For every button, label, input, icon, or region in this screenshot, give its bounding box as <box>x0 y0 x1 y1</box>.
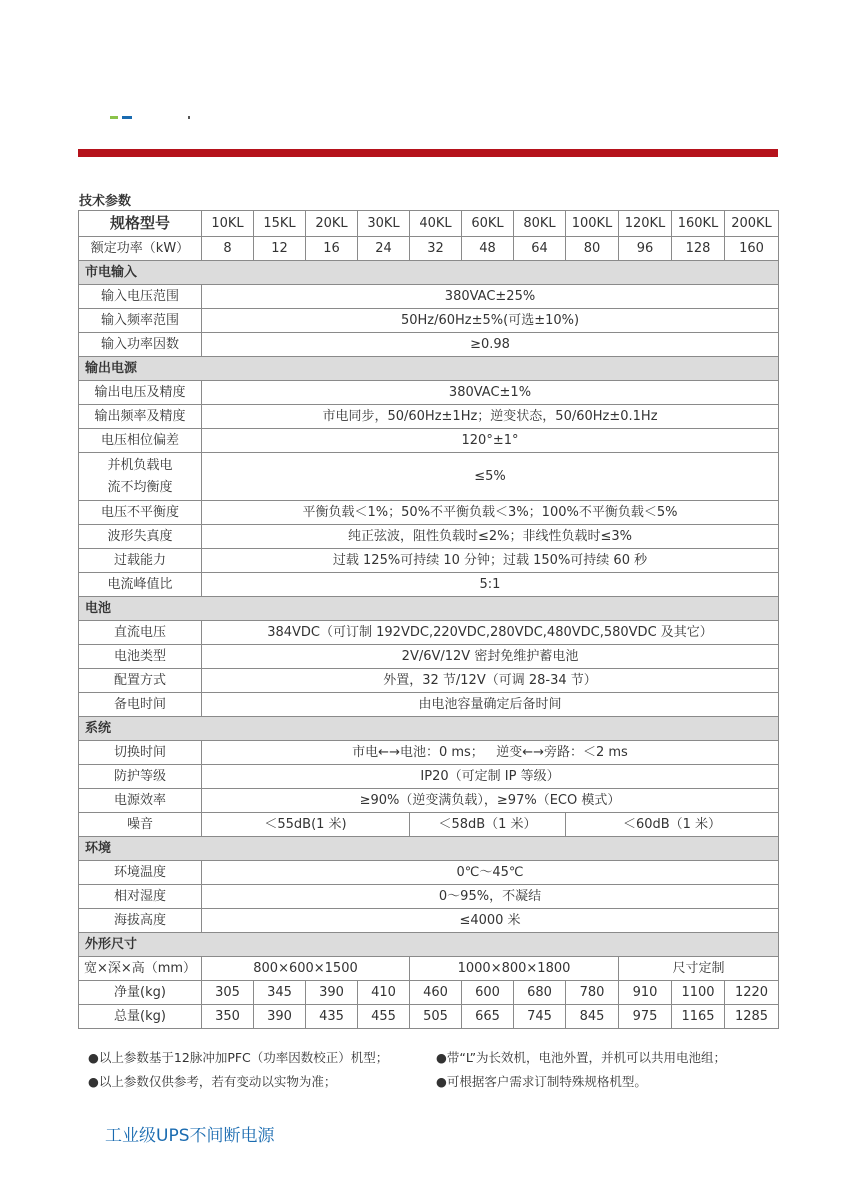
weight-cell: 1165 <box>672 1005 725 1029</box>
group-title: 市电输入 <box>79 261 779 285</box>
spec-value: 市电同步，50/60Hz±1Hz；逆变状态，50/60Hz±0.1Hz <box>202 405 779 429</box>
rated-power-label: 额定功率（kW） <box>79 237 202 261</box>
spec-value: 由电池容量确定后备时间 <box>202 693 779 717</box>
weight-cell: 745 <box>514 1005 566 1029</box>
noise-value: ＜58dB（1 米） <box>410 813 566 837</box>
spec-value: IP20（可定制 IP 等级） <box>202 765 779 789</box>
spec-value: 市电←→电池：0 ms； 逆变←→旁路：＜2 ms <box>202 741 779 765</box>
weight-cell: 390 <box>254 1005 306 1029</box>
spec-label: 输出频率及精度 <box>79 405 202 429</box>
noise-value: ＜55dB(1 米) <box>202 813 410 837</box>
spec-label: 海拔高度 <box>79 909 202 933</box>
power-cell: 24 <box>358 237 410 261</box>
weight-cell: 975 <box>619 1005 672 1029</box>
spec-label-two-line <box>79 453 202 501</box>
group-title: 电池 <box>79 597 779 621</box>
spec-label: 输出电压及精度 <box>79 381 202 405</box>
spec-value: ≤4000 米 <box>202 909 779 933</box>
model-cell: 20KL <box>306 211 358 237</box>
spec-value: 380VAC±1% <box>202 381 779 405</box>
spec-row <box>79 741 779 765</box>
group-title: 外形尺寸 <box>79 933 779 957</box>
spec-label: 直流电压 <box>79 621 202 645</box>
weight-cell: 505 <box>410 1005 462 1029</box>
spec-value: ≥90%（逆变满负载），≥97%（ECO 模式） <box>202 789 779 813</box>
noise-value: ＜60dB（1 米） <box>566 813 779 837</box>
weight-cell: 1220 <box>725 981 779 1005</box>
spec-label: 备电时间 <box>79 693 202 717</box>
spec-label-line: 并机负载电 <box>107 457 173 473</box>
spec-value: 过载 125%可持续 10 分钟；过载 150%可持续 60 秒 <box>202 549 779 573</box>
notes-row <box>88 1046 788 1070</box>
size-value: 尺寸定制 <box>619 957 779 981</box>
group-row-system <box>79 717 779 741</box>
spec-value: 384VDC（可订制 192VDC,220VDC,280VDC,480VDC,580VDC 及其它） <box>202 621 779 645</box>
spec-row <box>79 669 779 693</box>
power-cell: 80 <box>566 237 619 261</box>
weight-cell: 845 <box>566 1005 619 1029</box>
power-cell: 8 <box>202 237 254 261</box>
spec-label: 电池类型 <box>79 645 202 669</box>
model-cell: 60KL <box>462 211 514 237</box>
power-cell: 64 <box>514 237 566 261</box>
model-cell: 80KL <box>514 211 566 237</box>
noise-row <box>79 813 779 837</box>
model-cell: 100KL <box>566 211 619 237</box>
group-row-battery <box>79 597 779 621</box>
footer-title: 工业级UPS不间断电源 <box>105 1126 275 1146</box>
spec-label: 净量(kg) <box>79 981 202 1005</box>
group-row-dimensions <box>79 933 779 957</box>
model-cell: 30KL <box>358 211 410 237</box>
spec-label-line: 流不均衡度 <box>107 479 173 495</box>
spec-value: 平衡负载＜1%；50%不平衡负载＜3%；100%不平衡负载＜5% <box>202 501 779 525</box>
spec-row <box>79 285 779 309</box>
group-title: 输出电源 <box>79 357 779 381</box>
weight-cell: 350 <box>202 1005 254 1029</box>
weight-cell: 345 <box>254 981 306 1005</box>
power-cell: 16 <box>306 237 358 261</box>
weight-cell: 1100 <box>672 981 725 1005</box>
spec-row <box>79 405 779 429</box>
model-cell: 160KL <box>672 211 725 237</box>
weight-cell: 910 <box>619 981 672 1005</box>
spec-label: 输入功率因数 <box>79 333 202 357</box>
weight-cell: 665 <box>462 1005 514 1029</box>
spec-row <box>79 333 779 357</box>
power-cell: 12 <box>254 237 306 261</box>
spec-label: 电源效率 <box>79 789 202 813</box>
spec-row <box>79 381 779 405</box>
spec-label: 切换时间 <box>79 741 202 765</box>
spec-row <box>79 453 779 501</box>
spec-value: 120°±1° <box>202 429 779 453</box>
model-header-row <box>79 211 779 237</box>
spec-table <box>78 210 779 1029</box>
spec-row <box>79 309 779 333</box>
power-cell: 160 <box>725 237 779 261</box>
spec-value: 0℃～45℃ <box>202 861 779 885</box>
spec-row <box>79 693 779 717</box>
power-cell: 96 <box>619 237 672 261</box>
weight-cell: 390 <box>306 981 358 1005</box>
spec-label: 电压相位偏差 <box>79 429 202 453</box>
group-row-mains-input <box>79 261 779 285</box>
weight-cell: 460 <box>410 981 462 1005</box>
note-item: ●以上参数基于12脉冲加PFC（功率因数校正）机型； <box>88 1050 389 1065</box>
spec-label: 配置方式 <box>79 669 202 693</box>
spec-value: 50Hz/60Hz±5%(可选±10%) <box>202 309 779 333</box>
power-cell: 128 <box>672 237 725 261</box>
size-value: 800×600×1500 <box>202 957 410 981</box>
spec-label: 防护等级 <box>79 765 202 789</box>
spec-row <box>79 789 779 813</box>
spec-row <box>79 429 779 453</box>
spec-label: 环境温度 <box>79 861 202 885</box>
note-item: ●以上参数仅供参考，若有变动以实物为准； <box>88 1074 337 1089</box>
weight-cell: 1285 <box>725 1005 779 1029</box>
spec-value: ≤5% <box>202 453 779 501</box>
spec-label: 电压不平衡度 <box>79 501 202 525</box>
group-row-output <box>79 357 779 381</box>
model-header-label: 规格型号 <box>79 211 202 237</box>
spec-value: 外置，32 节/12V（可调 28-34 节） <box>202 669 779 693</box>
weight-cell: 600 <box>462 981 514 1005</box>
spec-row <box>79 501 779 525</box>
spec-value: 0～95%，不凝结 <box>202 885 779 909</box>
header-red-bar <box>78 149 778 157</box>
spec-label: 宽×深×高（mm） <box>79 957 202 981</box>
group-row-environment <box>79 837 779 861</box>
spec-row <box>79 573 779 597</box>
net-weight-row <box>79 981 779 1005</box>
weight-cell: 455 <box>358 1005 410 1029</box>
weight-cell: 410 <box>358 981 410 1005</box>
section-title: 技术参数 <box>79 194 132 209</box>
model-cell: 15KL <box>254 211 306 237</box>
spec-label: 总量(kg) <box>79 1005 202 1029</box>
group-title: 系统 <box>79 717 779 741</box>
size-value: 1000×800×1800 <box>410 957 619 981</box>
spec-label: 电流峰值比 <box>79 573 202 597</box>
spec-row <box>79 885 779 909</box>
group-title: 环境 <box>79 837 779 861</box>
spec-row <box>79 621 779 645</box>
spec-label: 输入电压范围 <box>79 285 202 309</box>
power-cell: 48 <box>462 237 514 261</box>
spec-value: 纯正弦波，阻性负载时≤2%；非线性负载时≤3% <box>202 525 779 549</box>
spec-value: 380VAC±25% <box>202 285 779 309</box>
gross-weight-row <box>79 1005 779 1029</box>
spec-row <box>79 645 779 669</box>
weight-cell: 780 <box>566 981 619 1005</box>
spec-row <box>79 909 779 933</box>
weight-cell: 680 <box>514 981 566 1005</box>
size-row <box>79 957 779 981</box>
spec-label: 波形失真度 <box>79 525 202 549</box>
note-item: ●可根据客户需求订制特殊规格机型。 <box>436 1074 647 1089</box>
notes <box>88 1046 788 1094</box>
model-cell: 200KL <box>725 211 779 237</box>
spec-row <box>79 765 779 789</box>
spec-value: ≥0.98 <box>202 333 779 357</box>
spec-label: 相对湿度 <box>79 885 202 909</box>
spec-label: 噪音 <box>79 813 202 837</box>
spec-row <box>79 549 779 573</box>
note-item: ●带“L”为长效机，电池外置，并机可以共用电池组； <box>436 1050 727 1065</box>
weight-cell: 305 <box>202 981 254 1005</box>
spec-label: 过载能力 <box>79 549 202 573</box>
spec-row <box>79 525 779 549</box>
model-cell: 10KL <box>202 211 254 237</box>
spec-value: 2V/6V/12V 密封免维护蓄电池 <box>202 645 779 669</box>
notes-row <box>88 1070 788 1094</box>
model-cell: 40KL <box>410 211 462 237</box>
power-cell: 32 <box>410 237 462 261</box>
spec-row <box>79 861 779 885</box>
model-cell: 120KL <box>619 211 672 237</box>
spec-label: 输入频率范围 <box>79 309 202 333</box>
spec-value: 5:1 <box>202 573 779 597</box>
rated-power-row <box>79 237 779 261</box>
weight-cell: 435 <box>306 1005 358 1029</box>
